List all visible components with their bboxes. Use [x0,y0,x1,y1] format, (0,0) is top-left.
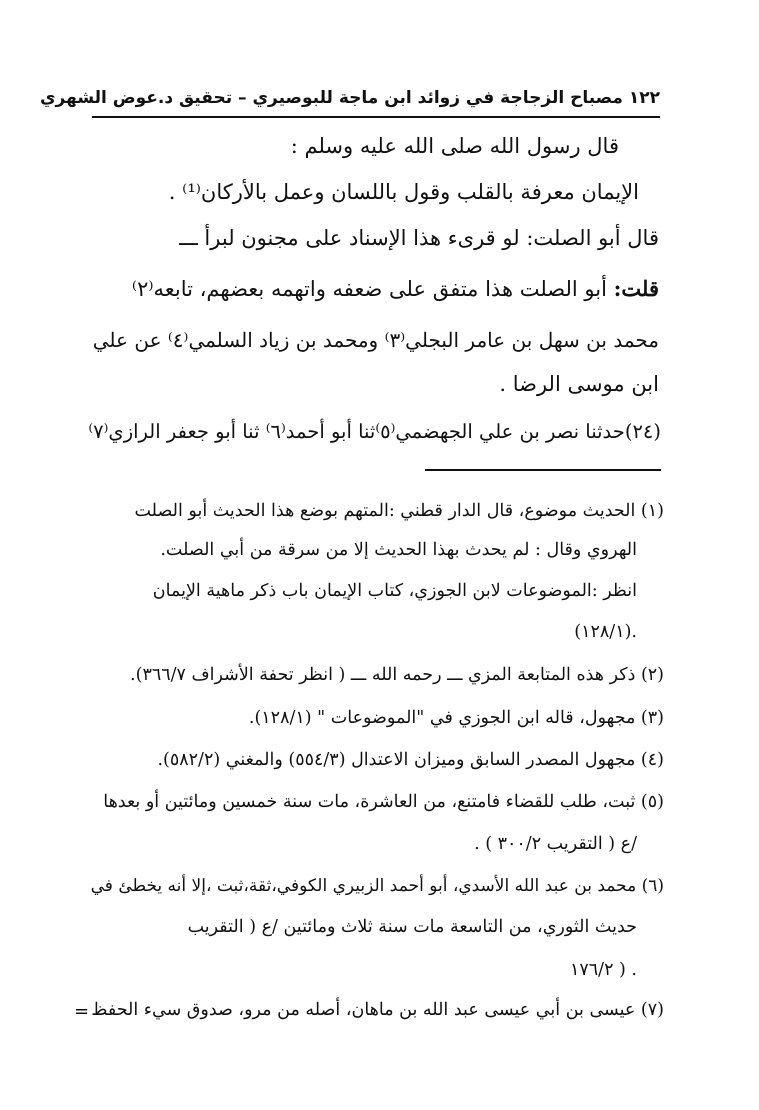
footnote-3: (٣) مجهول، قاله ابن الجوزي في "الموضوعات " (١٢٨/١). [248,708,664,728]
body-line-7: (٢٤)حدثنا نصر بن علي الجهضمي⁽٥⁾ثنا أبو أحمد⁽٦⁾ ثنا أبو جعفر الرازي⁽٧⁾ [88,420,661,443]
body-line-3: قال أبو الصلت: لو قرىء هذا الإسناد على مجنون لبرأ ـــ [179,226,659,250]
footnote-7: (٧) عيسى بن أبي عيسى عبد الله بن ماهان، أصله من مرو، صدوق سيء الحفظ [91,1000,664,1020]
footnote-1-line-1: (١) الحديث موضوع، قال الدار قطني :المتهم بوضع هذا الحديث أبو الصلت [134,501,664,521]
continuation-mark: = [74,1001,90,1022]
body-line-2: الإيمان معرفة بالقلب وقول باللسان وعمل بالأركان⁽¹⁾ . [168,180,639,204]
footnote-5-line-1: (٥) ثبت، طلب للقضاء فامتنع، من العاشرة، مات سنة خمسين ومائتين أو بعدها [103,792,664,812]
footnote-1-line-3: انظر :الموضوعات لابن الجوزي، كتاب الإيمان باب ذكر ماهية الإيمان [152,581,637,601]
footnote-6-line-2: حديث الثوري، من التاسعة مات سنة ثلاث ومائتين /ع ( التقريب [187,917,637,937]
qult-label: قلت: [613,276,659,301]
body-line-4-text: أبو الصلت هذا متفق على ضعفه واتهمه بعضهم، تابعه⁽٢⁾ [131,277,607,301]
body-line-5: محمد بن سهل بن عامر البجلي⁽٣⁾ ومحمد بن زياد السلمي⁽٤⁾ عن علي [92,328,659,352]
footnote-6-line-3: . ( ١٧٦/٢ [569,960,637,980]
footnote-divider [425,469,661,471]
footnote-2: (٢) ذكر هذه المتابعة المزي ـــ رحمه الله ـــ ( انظر تحفة الأشراف ٣٦٦/٧). [130,665,664,685]
body-line-1: قال رسول الله صلى الله عليه وسلم : [290,134,619,158]
page-header [39,86,660,118]
body-line-6: ابن موسى الرضا . [499,372,659,396]
footnote-1-line-2: الهروي وقال : لم يحدث بهذا الحديث إلا من سرقة من أبي الصلت. [160,540,637,560]
body-line-4 [132,276,659,301]
page-header-title: ١٢٢ مصباح الزجاجة في زوائد ابن ماجة للبوصيري – تحقيق د.عوض الشهري [39,88,660,108]
footnote-6-line-1: (٦) محمد بن عبد الله الأسدي، أبو أحمد الزبيري الكوفي،ثقة،ثبت ،إلا أنه يخطئ في [90,876,664,896]
footnote-5-line-2: /ع ( التقريب ٣٠٠/٢ ) . [474,834,637,854]
footnote-1-line-4: .(١٢٨/١) [574,622,637,642]
footnote-4: (٤) مجهول المصدر السابق وميزان الاعتدال (٥٥٤/٣) والمغني (٥٨٢/٢). [157,750,664,770]
